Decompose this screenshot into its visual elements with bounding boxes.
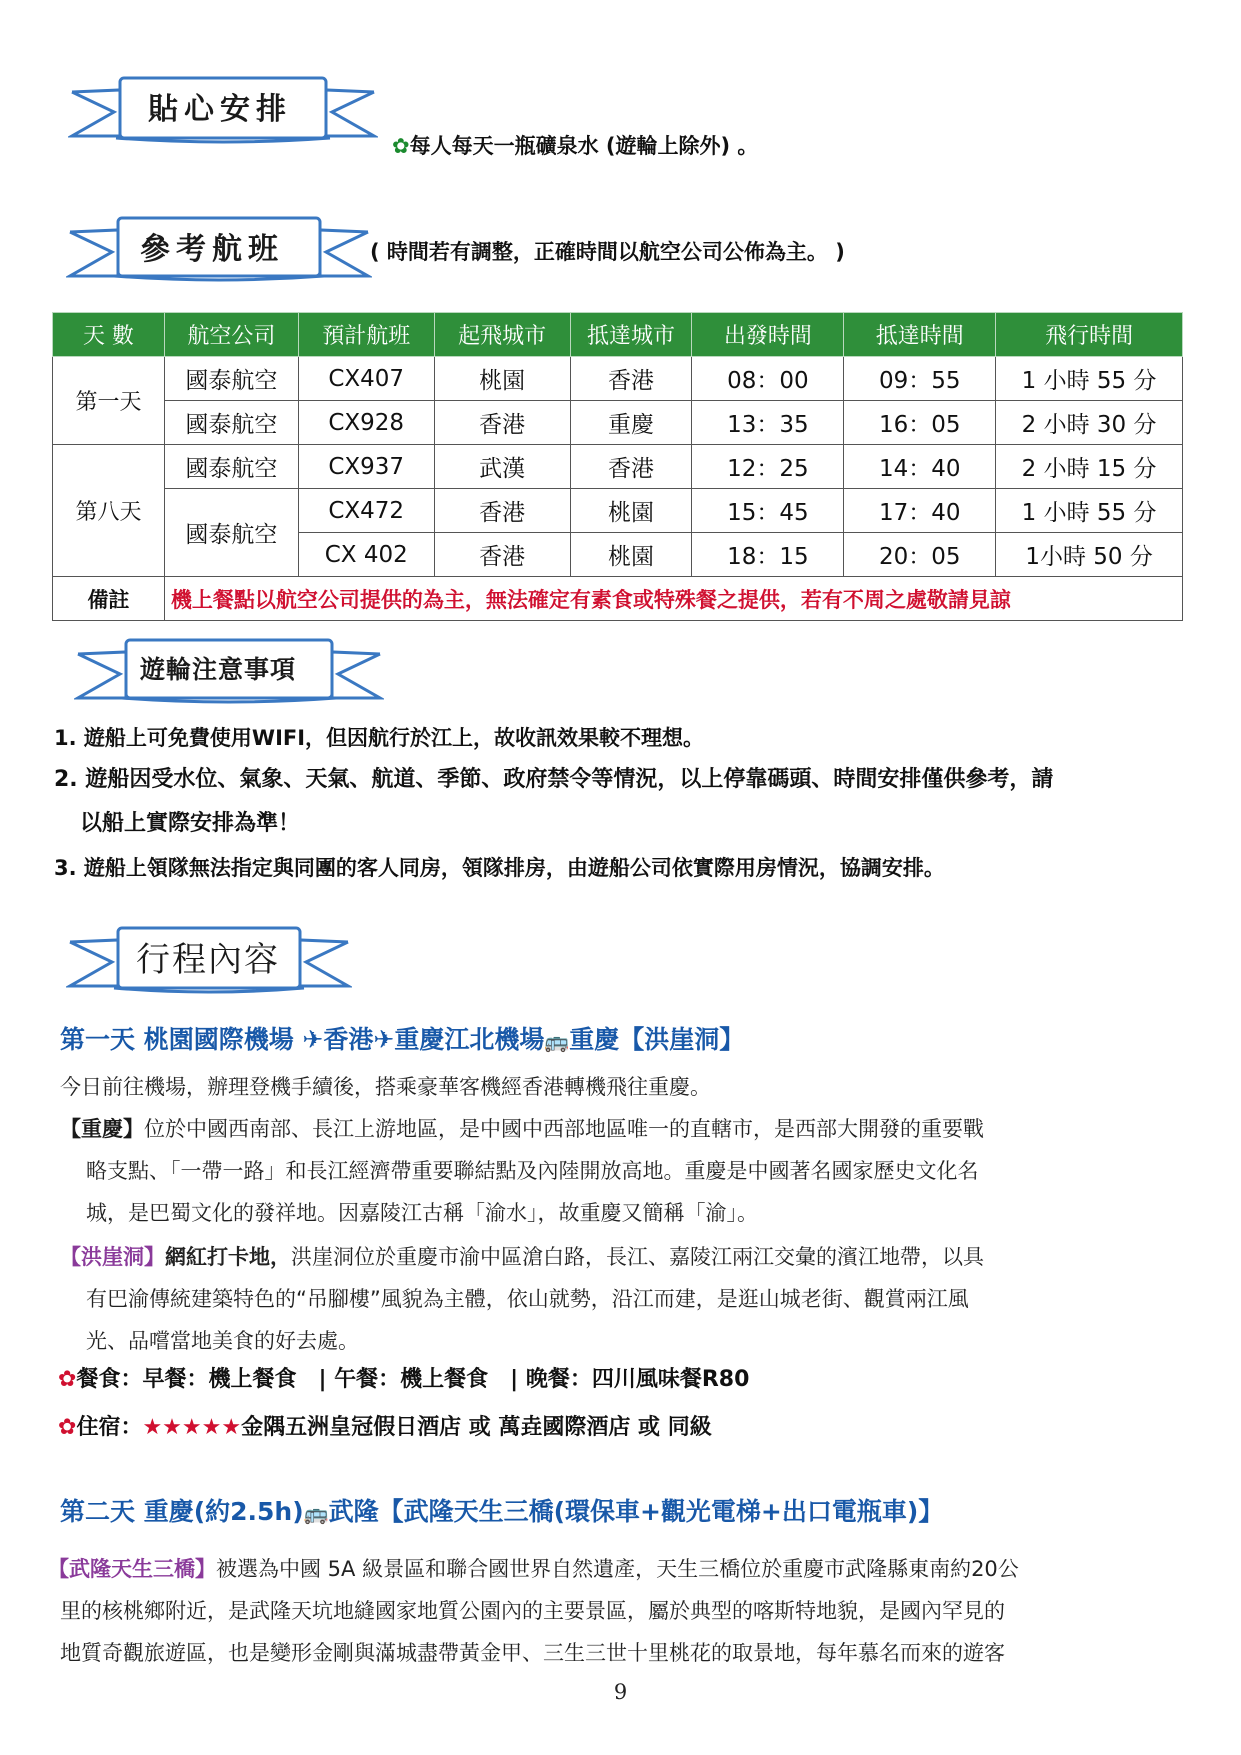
to-cell: 重慶 (570, 401, 692, 445)
dur-cell: 1 小時 55 分 (996, 489, 1183, 533)
dur-cell: 2 小時 15 分 (996, 445, 1183, 489)
column-header: 飛行時間 (996, 313, 1183, 357)
arr-cell: 17：40 (844, 489, 996, 533)
table-row (53, 445, 1183, 489)
flight-cell: CX407 (298, 357, 434, 401)
column-header: 抵達城市 (570, 313, 692, 357)
bus-icon: 🚌 (544, 1029, 570, 1053)
banner-cruise (74, 636, 384, 712)
day2-tiansheng: 【武隆天生三橋】被選為中國 5A 級景區和聯合國世界自然遺產，天生三橋位於重慶市武隆縣東南約20公 里的核桃鄉附近，是武隆天坑地縫國家地質公園內的主要景區，屬於典型的喀斯特地貌，是國內罕見的 地質奇觀旅遊區，也是變形金剛與滿城盡帶黃金甲、三生三世十里桃花的取景地，每年慕名而來的遊客 (48, 1557, 1019, 1665)
day1-meals: ✿餐食：早餐：機上餐食 | 午餐：機上餐食 | 晚餐：四川風味餐R80 (58, 1367, 750, 1392)
airline-cell: 國泰航空 (164, 489, 298, 577)
flight-cell: CX937 (298, 445, 434, 489)
arr-cell: 20：05 (844, 533, 996, 577)
table-row (53, 489, 1183, 533)
dur-cell: 1 小時 55 分 (996, 357, 1183, 401)
cruise-note: 1. 遊船上可免費使用WIFI，但因航行於江上，故收訊效果較不理想。 (54, 726, 705, 750)
column-header: 天 數 (53, 313, 165, 357)
flight-cell: CX928 (298, 401, 434, 445)
dep-cell: 18：15 (692, 533, 844, 577)
to-cell: 桃園 (570, 489, 692, 533)
flight-cell: CX 402 (298, 533, 434, 577)
dur-cell: 1小時 50 分 (996, 533, 1183, 577)
column-header: 起飛城市 (434, 313, 570, 357)
page-number: 9 (613, 1680, 628, 1704)
flower-icon: ✿ (58, 1415, 77, 1440)
remark-text: 機上餐點以航空公司提供的為主，無法確定有素食或特殊餐之提供，若有不周之處敬請見諒 (164, 577, 1182, 621)
dep-cell: 15：45 (692, 489, 844, 533)
care-note: ✿每人每天一瓶礦泉水 (遊輪上除外) 。 (392, 134, 759, 158)
flight-cell: CX472 (298, 489, 434, 533)
airline-cell: 國泰航空 (164, 357, 298, 401)
column-header: 航空公司 (164, 313, 298, 357)
from-cell: 香港 (434, 401, 570, 445)
flights-note: ( 時間若有調整，正確時間以航空公司公佈為主。 ) (370, 240, 845, 264)
day1-intro: 今日前往機場，辦理登機手續後，搭乘豪華客機經香港轉機飛往重慶。 (60, 1075, 711, 1099)
to-cell: 桃園 (570, 533, 692, 577)
flower-icon: ✿ (58, 1367, 77, 1392)
airplane-icon: ✈ (373, 1025, 395, 1054)
day1-hotel: ✿住宿：★★★★★金隅五洲皇冠假日酒店 或 萬垚國際酒店 或 同級 (58, 1415, 712, 1440)
from-cell: 桃園 (434, 357, 570, 401)
day1-chongqing: 【重慶】位於中國西南部、長江上游地區，是中國中西部地區唯一的直轄市，是西部大開發的重要戰 略支點、「一帶一路」和長江經濟帶重要聯結點及內陸開放高地。重慶是中國著名國家歷史文化名 城，是巴蜀文化的發祥地。因嘉陵江古稱「渝水」，故重慶又簡稱「渝」。 (60, 1117, 984, 1225)
cruise-note: 3. 遊船上領隊無法指定與同團的客人同房，領隊排房，由遊船公司依實際用房情況，協調安排。 (54, 856, 945, 880)
banner-title: 遊輪注意事項 (140, 655, 297, 684)
dep-cell: 13：35 (692, 401, 844, 445)
banner-care (68, 72, 378, 152)
banner-title: 貼心安排 (148, 92, 292, 127)
flight-table (52, 312, 1183, 621)
from-cell: 武漢 (434, 445, 570, 489)
column-header: 出發時間 (692, 313, 844, 357)
airplane-icon: ✈ (302, 1025, 324, 1054)
banner-itinerary (66, 922, 352, 1002)
table-row (53, 357, 1183, 401)
airline-cell: 國泰航空 (164, 445, 298, 489)
column-header: 抵達時間 (844, 313, 996, 357)
day1-hongyadong: 【洪崖洞】網紅打卡地，洪崖洞位於重慶市渝中區滄白路，長江、嘉陵江兩江交彙的濱江地帶，以具 有巴渝傳統建築特色的“吊腳樓”風貌為主體，依山就勢，沿江而建，是逛山城老街、觀賞兩江風 光、品嚐當地美食的好去處。 (60, 1245, 984, 1353)
dep-cell: 12：25 (692, 445, 844, 489)
flower-icon: ✿ (392, 134, 410, 158)
airline-cell: 國泰航空 (164, 401, 298, 445)
arr-cell: 14：40 (844, 445, 996, 489)
banner-title: 參考航班 (140, 232, 284, 267)
day1-title: 第一天 桃園國際機場 ✈香港✈重慶江北機場🚌重慶【洪崖洞】 (60, 1025, 745, 1054)
from-cell: 香港 (434, 489, 570, 533)
arr-cell: 16：05 (844, 401, 996, 445)
remark-label: 備註 (53, 577, 165, 621)
table-row (53, 401, 1183, 445)
cruise-note: 2. 遊船因受水位、氣象、天氣、航道、季節、政府禁令等情況，以上停靠碼頭、時間安排僅供參考，請 (54, 767, 1054, 792)
dep-cell: 08：00 (692, 357, 844, 401)
table-header-row (53, 313, 1183, 357)
banner-title: 行程內容 (136, 940, 280, 980)
dur-cell: 2 小時 30 分 (996, 401, 1183, 445)
to-cell: 香港 (570, 445, 692, 489)
star-rating: ★★★★★ (142, 1415, 242, 1440)
column-header: 預計航班 (298, 313, 434, 357)
arr-cell: 09：55 (844, 357, 996, 401)
day2-title: 第二天 重慶(約2.5h)🚌武隆【武隆天生三橋(環保車+觀光電梯+出口電瓶車)】 (60, 1497, 944, 1526)
from-cell: 香港 (434, 533, 570, 577)
to-cell: 香港 (570, 357, 692, 401)
cruise-note: 以船上實際安排為準！ (80, 811, 301, 836)
bus-icon: 🚌 (303, 1501, 329, 1525)
day-cell: 第一天 (53, 357, 165, 445)
day-cell: 第八天 (53, 445, 165, 577)
table-row-remark (53, 577, 1183, 621)
banner-flights (66, 212, 372, 290)
